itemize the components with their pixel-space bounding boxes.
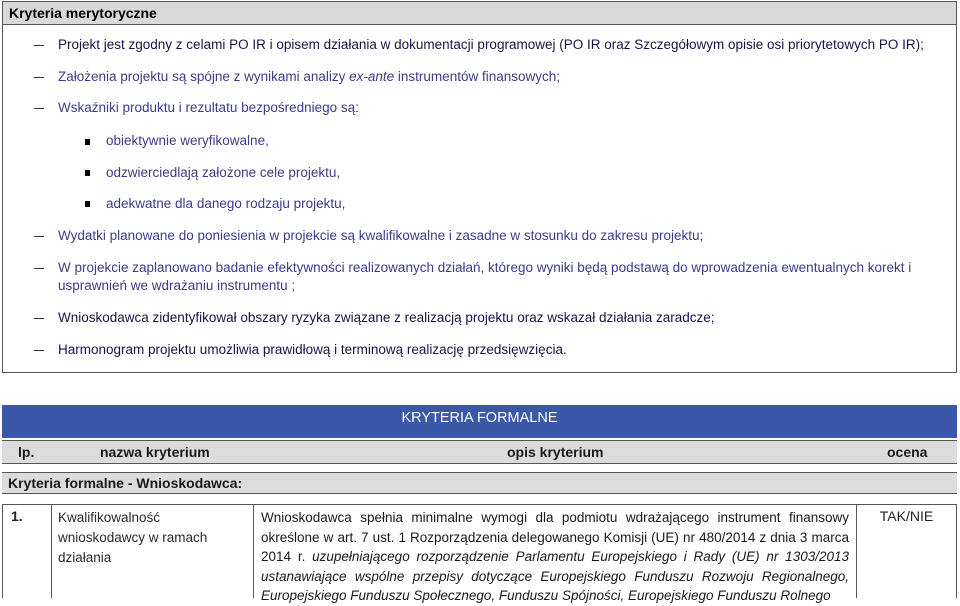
- row-number: 1.: [3, 505, 52, 598]
- dash-marker: [34, 268, 44, 269]
- dash-marker: [34, 318, 44, 319]
- row-score: TAK/NIE: [879, 508, 934, 524]
- column-description: opis kryterium: [507, 444, 604, 460]
- row-criterion-name: [52, 505, 254, 598]
- criterion-name-line: działania: [58, 550, 112, 565]
- merit-item-5-line-2: usprawnień we wdrażaniu instrumentu ;: [58, 278, 296, 293]
- dash-marker: [34, 77, 44, 78]
- table-row: [2, 504, 957, 603]
- formal-criteria-title: KRYTERIA FORMALNE: [2, 405, 957, 438]
- square-bullet-icon: [85, 139, 90, 145]
- merit-item-7: Harmonogram projektu umożliwia prawidłową i terminową realizację przedsięwzięcia.: [58, 342, 567, 357]
- criterion-name-line: Kwalifikowalność: [58, 510, 161, 525]
- merit-item-4: Wydatki planowane do poniesienia w projekcie są kwalifikowalne i zasadne w stosunku do zakresu projektu;: [58, 228, 704, 243]
- merit-criteria-heading: Kryteria merytoryczne: [3, 2, 956, 25]
- dash-marker: [34, 45, 44, 46]
- merit-subitem-3: adekwatne dla danego rodzaju projektu,: [106, 196, 346, 211]
- description-text-italic: uzupełniającego rozporządzenie Parlamentu Europejskiego i Rady (UE) nr 1303/2013 ustanawiające wspólne przepisy dotyczące Europejskiego Funduszu Rozwoju Regionalnego, Europejskiego Funduszu Społecznego, Funduszu Spójności, Europejskiego Funduszu Rolnego: [261, 549, 849, 603]
- square-bullet-icon: [85, 170, 90, 176]
- dash-marker: [34, 108, 44, 109]
- description-text: Wnioskodawca spełnia minimalne wymogi dla podmiotu wdrażającego instrument finansowy określone w art. 7 ust. 1 Rozporządzenia delegowanego Komisji (UE) nr 480/2014 z dnia 3 marca 2014 r.: [261, 510, 849, 564]
- merit-item-2-italic: ex-ante: [349, 69, 395, 84]
- column-lp: lp.: [18, 444, 35, 460]
- merit-subitem-2: odzwierciedlają założone cele projektu,: [106, 165, 341, 180]
- merit-item-2-text: Założenia projektu są spójne z wynikami analizy: [58, 69, 350, 84]
- row-criterion-description: [254, 505, 857, 603]
- column-name: nazwa kryterium: [100, 444, 210, 460]
- merit-item-2-text-end: instrumentów finansowych;: [394, 69, 560, 84]
- dash-marker: [34, 350, 44, 351]
- dash-marker: [34, 236, 44, 237]
- merit-subitem-1: obiektywnie weryfikowalne,: [106, 133, 269, 148]
- square-bullet-icon: [85, 201, 90, 207]
- formal-criteria-header-row: [2, 440, 957, 464]
- formal-subsection-heading: Kryteria formalne - Wnioskodawca:: [2, 472, 957, 494]
- merit-item-3: Wskaźniki produktu i rezultatu bezpośredniego są:: [58, 100, 359, 115]
- merit-item-2: [58, 67, 560, 87]
- merit-item-1: Projekt jest zgodny z celami PO IR i opisem działania w dokumentacji programowej (PO IR oraz Szczegółowym opisie osi priorytetowych PO IR);: [58, 37, 924, 52]
- merit-item-5-line-1: W projekcie zaplanowano badanie efektywności realizowanych działań, którego wyniki będą podstawą do wprowadzenia ewentualnych korekt i: [58, 260, 912, 275]
- merit-item-6: Wnioskodawca zidentyfikował obszary ryzyka związane z realizacją projektu oraz wskazał działania zaradcze;: [58, 310, 715, 325]
- criterion-name-line: wnioskodawcy w ramach: [58, 530, 208, 545]
- column-score: ocena: [887, 444, 928, 460]
